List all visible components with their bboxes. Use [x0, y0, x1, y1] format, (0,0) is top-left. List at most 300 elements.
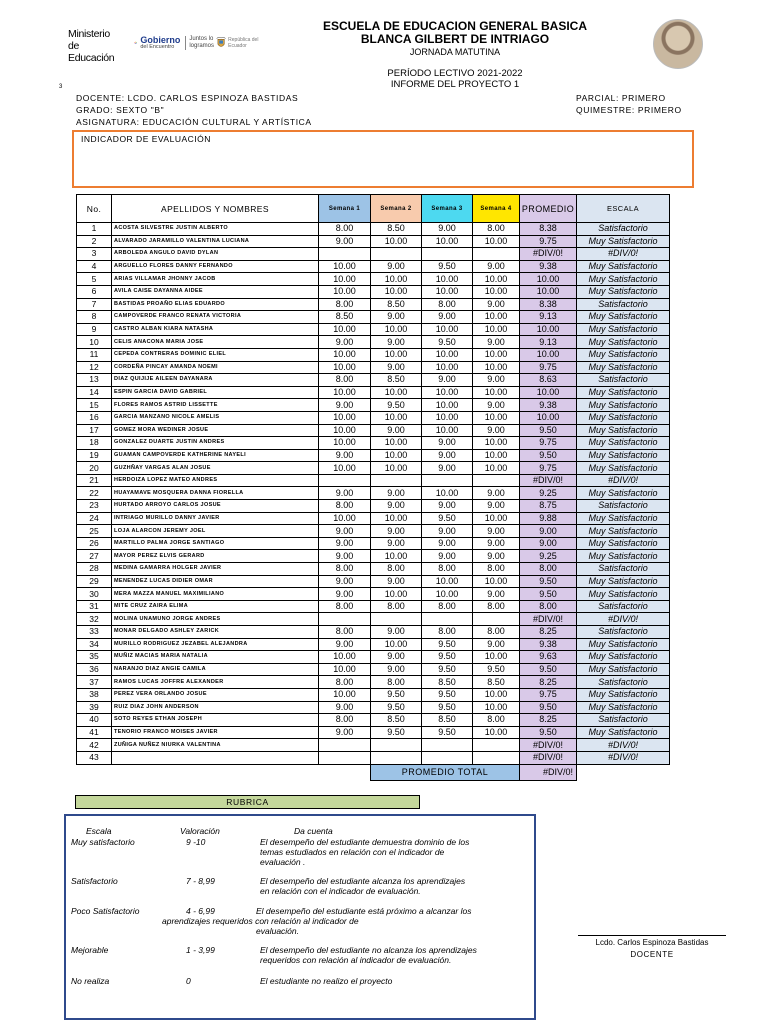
- row-number: 12: [77, 361, 112, 374]
- semana-4-score: 9.00: [473, 537, 520, 550]
- table-row: [77, 487, 670, 500]
- row-number: 19: [77, 449, 112, 462]
- escala-value: Muy Satisfactorio: [577, 487, 670, 500]
- escala-value: #DIV/0!: [577, 751, 670, 764]
- row-number: 28: [77, 563, 112, 576]
- student-name: MARTILLO PALMA JORGE SANTIAGO: [112, 537, 319, 550]
- promedio-value: 10.00: [520, 411, 577, 424]
- semana-1-score: 10.00: [319, 462, 371, 475]
- row-number: 30: [77, 588, 112, 601]
- escala-value: #DIV/0!: [577, 248, 670, 261]
- semana-1-score: 8.00: [319, 714, 371, 727]
- semana-4-score: 10.00: [473, 651, 520, 664]
- escala-value: Muy Satisfactorio: [577, 273, 670, 286]
- row-number: 18: [77, 437, 112, 450]
- semana-2-score: 9.00: [371, 626, 422, 639]
- semana-4-score: 10.00: [473, 273, 520, 286]
- table-row: [77, 676, 670, 689]
- semana-4-score: 10.00: [473, 437, 520, 450]
- semana-1-score: 10.00: [319, 437, 371, 450]
- student-name: FLORES RAMOS ASTRID LISSETTE: [112, 399, 319, 412]
- escala-value: Muy Satisfactorio: [577, 525, 670, 538]
- semana-3-score: 9.00: [422, 311, 473, 324]
- rubrica-col-escala: Escala: [86, 826, 112, 836]
- table-row: [77, 285, 670, 298]
- row-number: 34: [77, 638, 112, 651]
- table-row: [77, 575, 670, 588]
- semana-1-score: 9.00: [319, 638, 371, 651]
- promedio-total-label: PROMEDIO TOTAL: [371, 764, 520, 780]
- student-name: MUÑIZ MACIAS MARIA NATALIA: [112, 651, 319, 664]
- promedio-value: 9.13: [520, 311, 577, 324]
- row-number: 10: [77, 336, 112, 349]
- student-name: CAMPOVERDE FRANCO RENATA VICTORIA: [112, 311, 319, 324]
- semana-4-score: 10.00: [473, 575, 520, 588]
- table-row: [77, 273, 670, 286]
- semana-4-score: 8.00: [473, 626, 520, 639]
- docente-line: DOCENTE: LCDO. CARLOS ESPINOZA BASTIDAS: [76, 93, 299, 103]
- semana-4-score: 8.00: [473, 714, 520, 727]
- escala-value: Muy Satisfactorio: [577, 424, 670, 437]
- semana-2-score: 9.00: [371, 663, 422, 676]
- escala-value: Satisfactorio: [577, 563, 670, 576]
- promedio-value: 9.75: [520, 437, 577, 450]
- semana-3-score: 10.00: [422, 235, 473, 248]
- semana-4-score: 9.00: [473, 374, 520, 387]
- semana-1-score: 10.00: [319, 688, 371, 701]
- promedio-value: 9.88: [520, 512, 577, 525]
- semana-2-score: 10.00: [371, 285, 422, 298]
- row-number: 37: [77, 676, 112, 689]
- semana-4-score: 9.00: [473, 638, 520, 651]
- escala-value: Satisfactorio: [577, 374, 670, 387]
- escala-value: Muy Satisfactorio: [577, 411, 670, 424]
- semana-3-score: [422, 739, 473, 752]
- student-name: PEREZ VERA ORLANDO JOSUE: [112, 688, 319, 701]
- table-row: [77, 260, 670, 273]
- escala-value: Muy Satisfactorio: [577, 575, 670, 588]
- row-number: 2: [77, 235, 112, 248]
- row-number: 5: [77, 273, 112, 286]
- rubrica-valoracion: 1 - 3,99: [186, 945, 215, 955]
- semana-3-score: 8.00: [422, 600, 473, 613]
- escala-value: Muy Satisfactorio: [577, 512, 670, 525]
- school-name-line1: ESCUELA DE EDUCACION GENERAL BASICA: [322, 19, 588, 33]
- escala-value: Muy Satisfactorio: [577, 348, 670, 361]
- row-number: 33: [77, 626, 112, 639]
- signature-role: DOCENTE: [630, 950, 674, 959]
- row-number: 17: [77, 424, 112, 437]
- rubrica-valoracion: 9 -10: [186, 837, 206, 847]
- table-row: [77, 550, 670, 563]
- semana-2-score: [371, 613, 422, 626]
- table-row: [77, 563, 670, 576]
- row-number: 25: [77, 525, 112, 538]
- student-name: ZUÑIGA NUÑEZ NIURKA VALENTINA: [112, 739, 319, 752]
- gobierno-logo: [134, 26, 214, 60]
- semana-3-score: 10.00: [422, 323, 473, 336]
- ministerio-line2: de Educación: [68, 40, 115, 64]
- student-name: GONZALEZ DUARTE JUSTIN ANDRES: [112, 437, 319, 450]
- semana-3-score: 9.00: [422, 525, 473, 538]
- row-number: 31: [77, 600, 112, 613]
- semana-4-score: 10.00: [473, 235, 520, 248]
- semana-1-score: 9.00: [319, 726, 371, 739]
- semana-1-score: 9.00: [319, 550, 371, 563]
- student-name: CASTRO ALBAN KIARA NATASHA: [112, 323, 319, 336]
- semana-4-score: 9.00: [473, 399, 520, 412]
- promedio-value: #DIV/0!: [520, 248, 577, 261]
- student-name: LOJA ALARCON JEREMY JOEL: [112, 525, 319, 538]
- escala-value: Satisfactorio: [577, 626, 670, 639]
- informe-title: INFORME DEL PROYECTO 1: [390, 79, 520, 90]
- student-name: MEDINA GAMARRA HOLGER JAVIER: [112, 563, 319, 576]
- table-row: [77, 613, 670, 626]
- semana-1-score: 10.00: [319, 285, 371, 298]
- semana-1-score: 8.00: [319, 500, 371, 513]
- semana-3-score: 9.50: [422, 726, 473, 739]
- row-number: 29: [77, 575, 112, 588]
- semana-2-score: 10.00: [371, 411, 422, 424]
- semana-2-score: 10.00: [371, 550, 422, 563]
- student-name: CORDEÑA PINCAY AMANDA NOEMI: [112, 361, 319, 374]
- semana-2-score: 10.00: [371, 437, 422, 450]
- promedio-value: 8.00: [520, 563, 577, 576]
- semana-3-score: 9.00: [422, 500, 473, 513]
- row-number: 7: [77, 298, 112, 311]
- row-number: 20: [77, 462, 112, 475]
- semana-2-score: [371, 751, 422, 764]
- semana-1-score: [319, 751, 371, 764]
- jornada: JORNADA MATUTINA: [409, 47, 501, 57]
- rubrica-escala: Poco Satisfactorio: [71, 906, 140, 916]
- asignatura-line: ASIGNATURA: EDUCACIÓN CULTURAL Y ARTÍSTICA: [76, 117, 312, 127]
- rubrica-desc-line1: El estudiante no realizo el proyecto: [260, 976, 393, 986]
- semana-2-score: 8.50: [371, 374, 422, 387]
- student-name: HUAYAMAVE MOSQUERA DANNA FIORELLA: [112, 487, 319, 500]
- row-number: 38: [77, 688, 112, 701]
- semana-3-score: 8.00: [422, 563, 473, 576]
- semana-2-score: 10.00: [371, 348, 422, 361]
- student-name: AVILA CAISE DAYANNA AIDEE: [112, 285, 319, 298]
- grades-table: [76, 194, 670, 781]
- semana-3-score: 9.50: [422, 512, 473, 525]
- student-name: INTRIAGO MURILLO DANNY JAVIER: [112, 512, 319, 525]
- header-semana-3: Semana 3: [422, 195, 473, 223]
- table-row: [77, 386, 670, 399]
- juntos-slogan: Juntos lo logramos: [185, 36, 214, 50]
- header-no: No.: [77, 195, 112, 223]
- semana-3-score: 10.00: [422, 399, 473, 412]
- row-number: 27: [77, 550, 112, 563]
- semana-2-score: 8.50: [371, 223, 422, 236]
- table-row: [77, 626, 670, 639]
- student-name: ARBOLEDA ANGULO DAVID DYLAN: [112, 248, 319, 261]
- semana-4-score: 9.00: [473, 260, 520, 273]
- escala-value: Muy Satisfactorio: [577, 311, 670, 324]
- escala-value: Satisfactorio: [577, 600, 670, 613]
- semana-4-score: 10.00: [473, 726, 520, 739]
- student-name: MURILLO RODRIGUEZ JEZABEL ALEJANDRA: [112, 638, 319, 651]
- semana-3-score: [422, 474, 473, 487]
- escala-value: Satisfactorio: [577, 714, 670, 727]
- semana-3-score: 9.00: [422, 550, 473, 563]
- row-number: 21: [77, 474, 112, 487]
- corner-mark: 3: [59, 84, 63, 90]
- semana-3-score: [422, 248, 473, 261]
- row-number: 15: [77, 399, 112, 412]
- promedio-value: #DIV/0!: [520, 613, 577, 626]
- semana-1-score: 9.00: [319, 235, 371, 248]
- semana-3-score: 9.50: [422, 651, 473, 664]
- row-number: 42: [77, 739, 112, 752]
- row-number: 41: [77, 726, 112, 739]
- table-row: [77, 424, 670, 437]
- escala-value: Satisfactorio: [577, 223, 670, 236]
- table-row: [77, 651, 670, 664]
- semana-2-score: 9.00: [371, 260, 422, 273]
- escala-value: Muy Satisfactorio: [577, 449, 670, 462]
- gobierno-swirl-icon: [134, 34, 137, 52]
- semana-2-score: 9.00: [371, 311, 422, 324]
- promedio-value: 10.00: [520, 323, 577, 336]
- semana-2-score: 8.00: [371, 600, 422, 613]
- row-number: 32: [77, 613, 112, 626]
- semana-1-score: 10.00: [319, 273, 371, 286]
- table-row: [77, 437, 670, 450]
- semana-2-score: 8.00: [371, 563, 422, 576]
- student-name: MAYOR PEREZ ELVIS GERARD: [112, 550, 319, 563]
- indicador-box: [72, 130, 694, 188]
- promedio-value: 9.63: [520, 651, 577, 664]
- escala-value: Muy Satisfactorio: [577, 550, 670, 563]
- signature-line: [578, 935, 726, 936]
- semana-1-score: [319, 739, 371, 752]
- semana-4-score: [473, 751, 520, 764]
- promedio-value: 10.00: [520, 273, 577, 286]
- semana-2-score: 10.00: [371, 638, 422, 651]
- promedio-value: 9.38: [520, 399, 577, 412]
- semana-2-score: 8.00: [371, 676, 422, 689]
- semana-3-score: [422, 613, 473, 626]
- row-number: 22: [77, 487, 112, 500]
- student-name: BASTIDAS PROAÑO ELIAS EDUARDO: [112, 298, 319, 311]
- rubrica-desc-line2: en relación con el indicador de evaluación.: [260, 886, 421, 896]
- semana-1-score: 9.00: [319, 336, 371, 349]
- student-name: MOLINA UNAMUNO JORGE ANDRES: [112, 613, 319, 626]
- semana-3-score: 9.00: [422, 374, 473, 387]
- student-name: MERA MAZZA MANUEL MAXIMILIANO: [112, 588, 319, 601]
- table-row: [77, 726, 670, 739]
- table-row: [77, 374, 670, 387]
- promedio-value: 9.50: [520, 449, 577, 462]
- school-header: [300, 20, 610, 90]
- semana-4-score: 8.00: [473, 600, 520, 613]
- header-name: APELLIDOS Y NOMBRES: [112, 195, 319, 223]
- table-row: [77, 714, 670, 727]
- semana-3-score: 9.00: [422, 449, 473, 462]
- semana-4-score: 10.00: [473, 348, 520, 361]
- signature-name: Lcdo. Carlos Espinoza Bastidas: [595, 938, 709, 947]
- escala-value: #DIV/0!: [577, 739, 670, 752]
- semana-4-score: 10.00: [473, 311, 520, 324]
- table-row: [77, 525, 670, 538]
- promedio-value: 8.75: [520, 500, 577, 513]
- semana-3-score: 10.00: [422, 411, 473, 424]
- student-name: MENENDEZ LUCAS DIDIER OMAR: [112, 575, 319, 588]
- semana-4-score: [473, 739, 520, 752]
- promedio-value: 9.50: [520, 701, 577, 714]
- row-number: 35: [77, 651, 112, 664]
- patron-portrait: [653, 19, 703, 69]
- semana-4-score: 9.00: [473, 550, 520, 563]
- semana-1-score: 10.00: [319, 651, 371, 664]
- rubrica-desc-line3: evaluación .: [260, 857, 306, 867]
- rubrica-escala: Mejorable: [71, 945, 109, 955]
- semana-1-score: 10.00: [319, 348, 371, 361]
- semana-4-score: 10.00: [473, 386, 520, 399]
- promedio-value: 8.00: [520, 600, 577, 613]
- escala-value: Satisfactorio: [577, 500, 670, 513]
- table-row: [77, 663, 670, 676]
- semana-3-score: 9.00: [422, 462, 473, 475]
- escala-value: Muy Satisfactorio: [577, 361, 670, 374]
- rubrica-box: [64, 814, 536, 1020]
- promedio-value: 9.75: [520, 361, 577, 374]
- semana-3-score: 9.50: [422, 336, 473, 349]
- row-number: 9: [77, 323, 112, 336]
- rubrica-escala: No realiza: [71, 976, 110, 986]
- semana-1-score: 10.00: [319, 260, 371, 273]
- promedio-value: 9.50: [520, 424, 577, 437]
- escala-value: Satisfactorio: [577, 676, 670, 689]
- escala-value: Muy Satisfactorio: [577, 688, 670, 701]
- rubrica-desc-line3: evaluación.: [256, 926, 300, 936]
- student-name: NARANJO DIAZ ANGIE CAMILA: [112, 663, 319, 676]
- student-name: HURTADO ARROYO CARLOS JOSUE: [112, 500, 319, 513]
- semana-4-score: 9.00: [473, 525, 520, 538]
- escala-value: Muy Satisfactorio: [577, 260, 670, 273]
- table-row: [77, 688, 670, 701]
- promedio-value: 8.25: [520, 714, 577, 727]
- student-name: RUIZ DIAZ JOHN ANDERSON: [112, 701, 319, 714]
- semana-4-score: 8.00: [473, 563, 520, 576]
- periodo-lectivo: PERÍODO LECTIVO 2021-2022: [387, 68, 523, 79]
- semana-3-score: 8.00: [422, 298, 473, 311]
- semana-4-score: 9.00: [473, 500, 520, 513]
- rubrica-col-dacuenta: Da cuenta: [294, 826, 333, 836]
- table-row: [77, 348, 670, 361]
- semana-3-score: 9.00: [422, 223, 473, 236]
- semana-4-score: [473, 248, 520, 261]
- semana-1-score: 10.00: [319, 386, 371, 399]
- semana-2-score: 10.00: [371, 235, 422, 248]
- semana-2-score: 9.00: [371, 651, 422, 664]
- rubrica-escala: Muy satisfactorio: [71, 837, 135, 847]
- promedio-value: 9.13: [520, 336, 577, 349]
- row-number: 36: [77, 663, 112, 676]
- semana-4-score: 10.00: [473, 361, 520, 374]
- student-name: MITE CRUZ ZAIRA ELIMA: [112, 600, 319, 613]
- semana-3-score: 8.50: [422, 714, 473, 727]
- semana-3-score: 9.00: [422, 437, 473, 450]
- semana-4-score: 9.00: [473, 336, 520, 349]
- escala-value: Muy Satisfactorio: [577, 437, 670, 450]
- indicador-label: INDICADOR DE EVALUACIÓN: [81, 134, 211, 144]
- semana-4-score: 9.00: [473, 588, 520, 601]
- semana-3-score: 10.00: [422, 588, 473, 601]
- promedio-value: 10.00: [520, 348, 577, 361]
- semana-2-score: 9.00: [371, 525, 422, 538]
- semana-4-score: 10.00: [473, 688, 520, 701]
- semana-2-score: 9.00: [371, 336, 422, 349]
- semana-2-score: 8.50: [371, 714, 422, 727]
- semana-3-score: 8.00: [422, 626, 473, 639]
- semana-1-score: 9.00: [319, 537, 371, 550]
- student-name: ACOSTA SILVESTRE JUSTIN ALBERTO: [112, 223, 319, 236]
- semana-1-score: [319, 474, 371, 487]
- ministerio-line1: Ministerio: [68, 28, 110, 40]
- semana-4-score: 9.00: [473, 424, 520, 437]
- promedio-value: 9.38: [520, 638, 577, 651]
- row-number: 11: [77, 348, 112, 361]
- student-name: GOMEZ MORA WEDINER JOSUE: [112, 424, 319, 437]
- total-row: [77, 764, 670, 780]
- semana-2-score: 10.00: [371, 273, 422, 286]
- semana-2-score: 10.00: [371, 386, 422, 399]
- semana-2-score: 9.50: [371, 726, 422, 739]
- semana-1-score: 9.00: [319, 588, 371, 601]
- student-name: CEPEDA CONTRERAS DOMINIC ELIEL: [112, 348, 319, 361]
- semana-3-score: 9.50: [422, 688, 473, 701]
- gobierno-title: Gobierno: [140, 35, 181, 45]
- semana-1-score: 9.00: [319, 487, 371, 500]
- table-row: [77, 311, 670, 324]
- header-escala: ESCALA: [577, 195, 670, 223]
- rubrica-desc-line1: El desempeño del estudiante no alcanza los aprendizajes: [260, 945, 477, 955]
- semana-1-score: 8.50: [319, 311, 371, 324]
- table-row: [77, 235, 670, 248]
- school-name-line2: BLANCA GILBERT DE INTRIAGO: [360, 32, 550, 46]
- semana-3-score: 10.00: [422, 575, 473, 588]
- promedio-value: 9.25: [520, 550, 577, 563]
- promedio-value: 8.38: [520, 298, 577, 311]
- table-row: [77, 701, 670, 714]
- promedio-value: #DIV/0!: [520, 474, 577, 487]
- escala-value: Muy Satisfactorio: [577, 399, 670, 412]
- semana-3-score: 9.50: [422, 260, 473, 273]
- semana-3-score: 9.50: [422, 638, 473, 651]
- semana-1-score: 8.00: [319, 223, 371, 236]
- table-row: [77, 588, 670, 601]
- semana-2-score: 9.00: [371, 500, 422, 513]
- semana-3-score: 10.00: [422, 361, 473, 374]
- semana-1-score: 10.00: [319, 512, 371, 525]
- republica-text: República del Ecuador: [228, 37, 259, 49]
- promedio-value: 9.38: [520, 260, 577, 273]
- semana-1-score: 8.00: [319, 563, 371, 576]
- row-number: 23: [77, 500, 112, 513]
- table-row: [77, 474, 670, 487]
- table-row: [77, 600, 670, 613]
- rubrica-desc-line1: El desempeño del estudiante está próximo a alcanzar los: [256, 906, 472, 916]
- row-number: 39: [77, 701, 112, 714]
- student-name: [112, 751, 319, 764]
- semana-4-score: 8.50: [473, 676, 520, 689]
- rubrica-desc-line2: temas estudiados en relación con el indicador de: [260, 847, 445, 857]
- semana-1-score: 10.00: [319, 424, 371, 437]
- promedio-value: 8.25: [520, 626, 577, 639]
